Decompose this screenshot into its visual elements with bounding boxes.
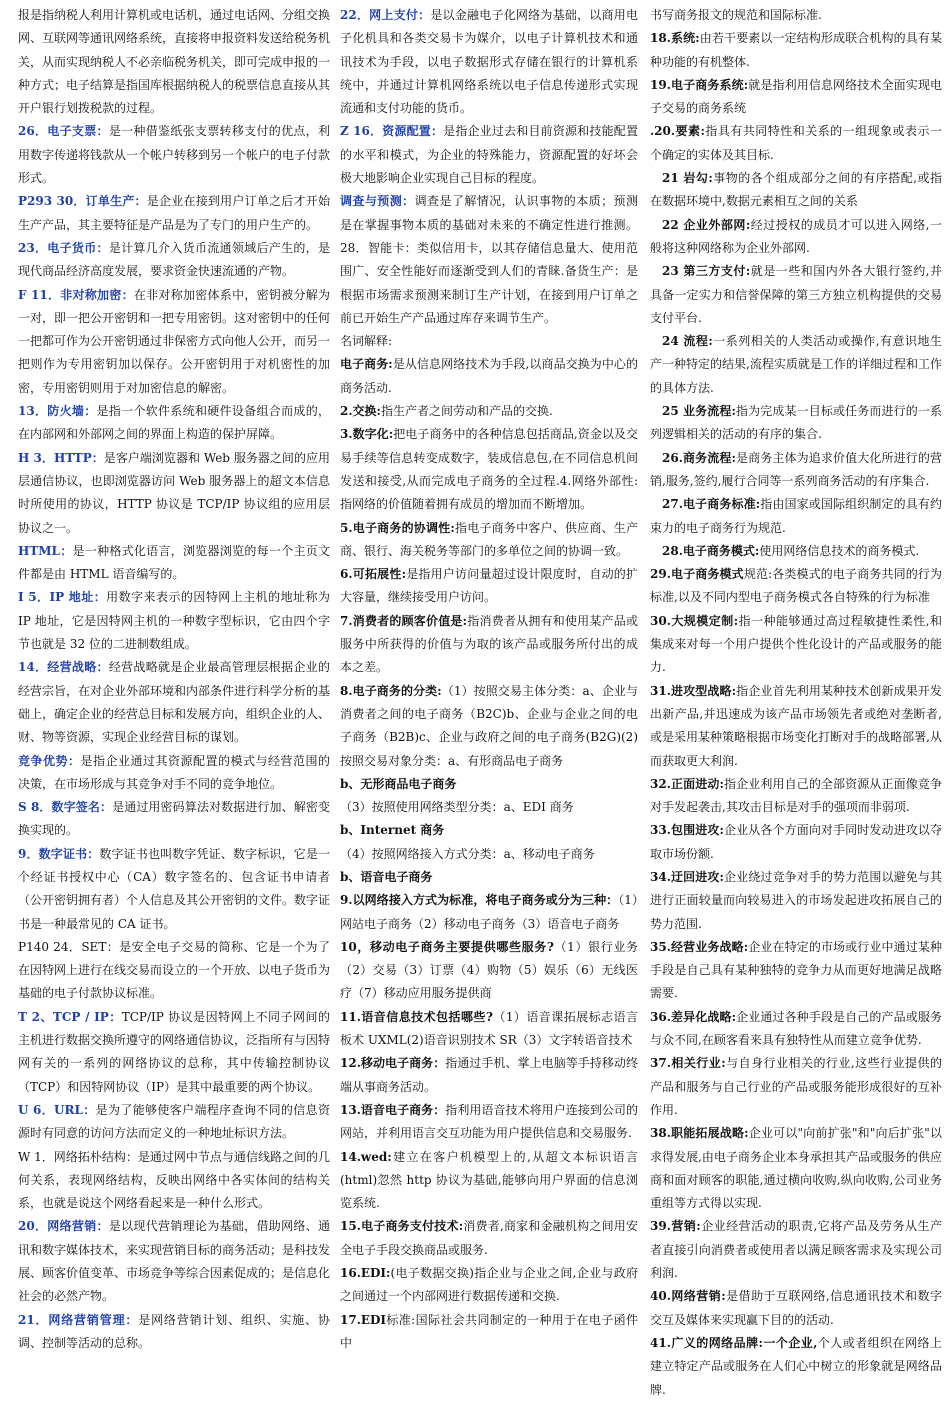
glossary-entry	[650, 1285, 942, 1332]
glossary-entry	[18, 400, 330, 447]
entry-text: 是网络营销计划、组织、实施、协调、控制等活动的总称。	[18, 1312, 330, 1350]
glossary-entry	[18, 1146, 330, 1216]
entry-text: 是一种格式化语言，浏览器浏览的每一个主页文件都是由 HTML 语音编写的。	[18, 543, 330, 582]
column-left	[18, 4, 331, 1350]
entry-text: 是指一个软件系统和硬件设备组合而成的，在内部网和外部网之间的界面上构造的保护屏障。	[18, 404, 330, 442]
entry-term: 22 企业外部网:	[662, 217, 751, 232]
glossary-entry	[18, 4, 330, 120]
entry-text: （1）银行业务（2）交易（3）订票（4）购物（5）娱乐（6）无线医疗（7）移动应用服务提供商	[340, 939, 638, 1001]
entry-term: 6.可拓展性:	[340, 567, 407, 582]
glossary-entry	[650, 27, 942, 74]
entry-term: 2.交换:	[340, 404, 381, 419]
entry-term: 18.系统:	[650, 31, 700, 46]
entry-text: 与自身行业相关的行业,这些行业提供的产品和服务与自己行业的产品或服务能形成很好的互补作用.	[650, 1056, 942, 1117]
entry-text: W 1．网络拓朴结构：是通过网中节点与通信线路之间的几何关系，表现网络结构，反映出网络中各实体间的结构关系，也就是说这个网络看起来是一种什么形式。	[18, 1149, 330, 1211]
entry-term: 5.电子商务的协调性:	[340, 520, 455, 535]
entry-text: 事物的各个组成部分之间的有序搭配,或指在数据环境中,数据元素相互之间的关系	[650, 171, 942, 209]
entry-term: 11.语音信息技术包括哪些?	[340, 1009, 493, 1024]
entry-term: 39.营销:	[650, 1219, 701, 1234]
entry-text: 是指企业过去和目前资源和技能配置的水平和模式，为企业的特殊能力，资源配置的好坏会极大地影响企业实现自己目标的程度。	[340, 124, 638, 186]
entry-term: 38.职能拓展战略:	[650, 1126, 749, 1141]
entry-text: 规范:各类模式的电子商务共同的行为标准,以及不同内型电子商务模式各自特殊的行为标准	[650, 567, 942, 605]
glossary-entry	[18, 120, 330, 190]
entry-text: 由若干要素以一定结构形成联合机构的具有某种功能的有机整体.	[650, 31, 942, 69]
column-right	[650, 4, 942, 1397]
glossary-entry	[650, 540, 942, 563]
entry-term: 26.商务流程:	[662, 450, 736, 465]
entry-term: 19.电子商务系统:	[650, 77, 749, 92]
entry-term: 7.消费者的顾客价值是:	[340, 613, 468, 628]
glossary-entry	[340, 120, 638, 190]
entry-text: 消费者,商家和金融机构之间用安全电子手段交换商品或服务.	[340, 1219, 638, 1257]
entry-term: 14.wed:	[340, 1149, 392, 1164]
glossary-entry	[18, 190, 330, 237]
entry-text: 报是指纳税人利用计算机或电话机，通过电话网、分组交换网、互联网等通讯网络系统，直接将申报资料发送给税务机关，从而实现纳税人不必亲临税务机关，即可完成申报的一种方式；电子结算是指国库根据纳税人的税票信息直接从其开户银行划拨税款的过程。	[18, 8, 331, 116]
glossary-entry	[650, 4, 942, 27]
entry-text: 是一种借鉴纸张支票转移支付的优点，利用数字传递将钱款从一个帐户转移到另一个帐户的电子付款形式。	[18, 124, 331, 186]
entry-text: 指由国家或国际组织制定的具有约束力的电子商务行为规范.	[650, 497, 942, 535]
entry-text: TCP/IP 协议是因特网上不同子网间的主机进行数据交换所遵守的网络通信协议，泛指所有与因特网有关的一系列的网络协议的总称，其中传输控制协议（TCP）和因特网协议（IP）是其中最重要的两个协议。	[18, 1009, 331, 1094]
glossary-entry	[650, 1332, 942, 1402]
entry-term: 17.EDI	[340, 1312, 387, 1327]
glossary-entry	[18, 656, 330, 749]
entry-term: b、Internet 商务	[340, 823, 445, 838]
entry-term: b、无形商品电子商务	[340, 776, 457, 791]
entry-text: 使用网络信息技术的商务模式.	[759, 543, 920, 558]
glossary-entry	[18, 1099, 330, 1146]
entry-term: P293 30．订单生产：	[18, 194, 147, 209]
glossary-entry	[340, 1146, 638, 1216]
entry-text: （1）按照交易主体分类：a、企业与消费者之间的电子商务（B2C)b、企业与企业之间的电子商务（B2B)c、企业与政府之间的电子商务(B2G)(2)按照交易对象分类：a、有形商品电子商务	[340, 683, 638, 768]
entry-term: 28.电子商务模式:	[662, 543, 760, 558]
glossary-entry	[340, 1215, 638, 1262]
entry-text: 是指用户访问量超过设计限度时，自动的扩大容量，继续接受用户访问。	[340, 567, 638, 605]
entry-text: 企业绕过竞争对手的势力范围以避免与其进行正面较量而向较易进入的市场发起进攻拓展自己的势力范围.	[650, 869, 942, 931]
entry-text: 指具有共同特性和关系的一组现象或表示一个确定的实体及其目标.	[650, 124, 942, 162]
entry-text: 企业在特定的市场或行业中通过某种手段是自己具有某种独特的竞争力从而更好地满足战略需要.	[650, 939, 942, 1001]
glossary-entry	[650, 866, 942, 936]
entry-term: 23．电子货币：	[18, 240, 109, 255]
glossary-entry	[18, 284, 330, 400]
entry-term: 3.数字化:	[340, 427, 394, 442]
entry-term: 16.EDI:	[340, 1266, 391, 1281]
entry-text: 是借助于互联网络,信息通讯技术和数字交互及媒体来实现赢下目的的活动.	[650, 1289, 942, 1327]
glossary-entry	[650, 1052, 942, 1122]
entry-term: 23 第三方支付:	[662, 264, 751, 279]
glossary-entry	[18, 447, 330, 540]
entry-term: Z 16．资源配置：	[340, 124, 444, 139]
entry-term: 30.大规模定制:	[650, 613, 739, 628]
entry-term: 34.迂回进攻:	[650, 869, 724, 884]
entry-text: 是客户端浏览器和 Web 服务器之间的应用层通信协议，也即浏览器访问 Web 服务器上的超文本信息时所使用的协议，HTTP 协议是 TCP/IP 协议组的应用层协议之一。	[18, 450, 330, 535]
entry-text: 指利用语音技术将用户连接到公司的网站，并利用语言交互功能为用户提供信息和交易服务.	[340, 1102, 638, 1141]
entry-term: 13．防火墙：	[18, 404, 97, 419]
glossary-entry	[340, 1262, 638, 1309]
entry-term: b、语音电子商务	[340, 869, 433, 884]
glossary-entry	[650, 167, 942, 214]
glossary-entry	[340, 423, 638, 516]
entry-text: 一系列相关的人类活动或操作,有意识地生产一种特定的结果,流程实质就是工作的详细过程和工作的具体方法.	[650, 334, 942, 395]
entry-term: 35.经营业务战略:	[650, 939, 749, 954]
glossary-entry	[340, 1099, 638, 1146]
entry-term: 9．数字证书：	[18, 846, 100, 861]
entry-term: 22．网上支付：	[340, 8, 431, 22]
glossary-entry	[650, 260, 942, 330]
entry-term: 12.移动电子商务：	[340, 1056, 446, 1071]
entry-term: 15.电子商务支付技术:	[340, 1219, 464, 1234]
glossary-entry	[18, 1006, 330, 1099]
glossary-entry	[650, 447, 942, 494]
glossary-entry	[340, 330, 638, 353]
entry-text: (电子数据交换)指企业与企业之间,企业与政府之间通过一个内部网进行数据传递和交换.	[340, 1266, 638, 1304]
entry-text: 书写商务报文的规范和国际标准.	[650, 8, 822, 22]
entry-term: I 5．IP 地址：	[18, 590, 107, 605]
entry-term: 8.电子商务的分类:	[340, 683, 442, 698]
entry-text: 是为了能够使客户端程序查询不同的信息资源时有同意的访问方法而定义的一种地址标识方法。	[18, 1102, 330, 1141]
glossary-entry	[650, 1122, 942, 1215]
glossary-entry	[340, 1309, 638, 1356]
entry-term: S 8．数字签名：	[18, 800, 113, 815]
entry-text: 用数字来表示的因特网上主机的地址称为 IP 地址，它是因特网主机的一种数字型标识，它由四个字节也就是 32 位的二进制数组成。	[18, 590, 330, 652]
glossary-entry	[18, 843, 330, 936]
glossary-entry	[18, 540, 330, 587]
entry-term: 14．经营战略：	[18, 660, 109, 675]
glossary-entry	[340, 353, 638, 400]
entry-term: 21 岩勾:	[662, 171, 713, 186]
entry-text: P140 24．SET：是安全电子交易的简称、它是一个为了在因特网上进行在线交易而设立的一个开放、以电子货币为基础的电子付款协议标准。	[18, 939, 331, 1001]
entry-text: 企业通过各种手段是自己的产品或服务与众不同,在顾客看来具有独特性从而建立竞争优势.	[650, 1009, 942, 1048]
entry-term: .20.要素:	[650, 124, 705, 139]
entry-text: 名词解释:	[340, 334, 393, 349]
entry-text: 是指企业通过其资源配置的模式与经营范围的决策，在市场形成与其竞争对手不同的竞争地位。	[18, 753, 330, 791]
glossary-entry	[340, 563, 638, 610]
glossary-entry	[650, 773, 942, 820]
entry-text: 指生产者之间劳动和产品的交换.	[380, 404, 553, 419]
entry-text: 个人或者组织在网络上建立特定产品或服务在人们心中树立的形象就是网络品牌.	[650, 1335, 942, 1397]
entry-text: 是企业在接到用户订单之后才开始生产产品，其主要特征是产品是为了专门的用户生产的。	[18, 194, 330, 232]
entry-term: 电子商务:	[340, 357, 393, 372]
entry-text: （1）语音课拓展标志语言板术 UXML(2)语音识别技术 SR（3）文字转语音技术	[340, 1009, 638, 1048]
entry-text: 是商务主体为追求价值大化所进行的营销,服务,签约,履行合同等一系列商务活动的有序集合.	[650, 450, 942, 488]
entry-term: 33.包围进攻:	[650, 823, 724, 838]
entry-term: 21．网络营销管理：	[18, 1312, 139, 1327]
glossary-entry	[18, 237, 330, 284]
entry-text: 经过授权的成员才可以进入网络,一般将这种网络称为企业外部网.	[650, 217, 942, 255]
entry-text: 指企业首先利用某种技术创新成果开发出新产品,并迅速成为该产品市场领先者或绝对垄断者,或是采用某种策略根据市场变化打断对手的战略部署,从而获取更大利润.	[650, 683, 942, 768]
entry-text: 指为完成某一目标或任务而进行的一系列逻辑相关的活动的有序的集合.	[650, 404, 942, 442]
entry-term: 20．网络营销：	[18, 1219, 109, 1234]
glossary-entry	[340, 1006, 638, 1053]
entry-term: 41.广义的网络品牌:一个企业,	[650, 1335, 818, 1350]
glossary-entry	[340, 4, 638, 120]
glossary-entry	[18, 1309, 330, 1356]
entry-term: 31.进攻型战略:	[650, 683, 737, 698]
entry-text: 指消费者从拥有和使用某产品或服务中所获得的价值与为取的该产品或服务所付出的成本之差。	[340, 613, 638, 675]
glossary-entry	[340, 796, 638, 819]
glossary-entry	[650, 563, 942, 610]
entry-text: 指企业利用自己的全部资源从正面像竞争对手发起袭击,其攻击目标是对手的强项而非弱项.	[650, 776, 942, 815]
entry-text: 把电子商务中的各种信息包括商品,资金以及交易手续等信息转变成数字，装成信息包,在不同信息机间发送和接受,从而完成电子商务的全过程.4.网络外部性:指网络的价值随着拥有成员的增加而不断增加。	[340, 427, 638, 512]
entry-term: 调查与预测：	[340, 194, 415, 209]
entry-term: 13.语音电子商务：	[340, 1102, 446, 1117]
entry-term: 26．电子支票：	[18, 124, 109, 139]
entry-text: 是通过用密码算法对数据进行加、解密变换实现的。	[18, 800, 330, 838]
glossary-entry	[650, 493, 942, 540]
entry-text: （1）网站电子商务（2）移动电子商务（3）语音电子商务	[340, 893, 639, 931]
entry-term: 9.以网络接入方式为标准，将电子商务或分为三种：	[340, 893, 619, 908]
entry-text: 企业从各个方面向对手同时发动进攻以夺取市场份额.	[650, 823, 942, 861]
glossary-entry	[650, 120, 942, 167]
entry-term: 竞争优势：	[18, 753, 81, 768]
glossary-entry	[18, 586, 330, 656]
glossary-entry	[340, 680, 638, 773]
entry-text: 数字证书也叫数字凭证、数字标识，它是一个经证书授权中心（CA）数字签名的、包含证书申请者（公开密钥拥有者）个人信息及其公开密钥的文件。数字证书是一种最常见的 CA 证书。	[18, 846, 331, 931]
glossary-entry	[340, 610, 638, 680]
entry-text: （4）按照网络接入方式分类：a、移动电子商务	[340, 846, 595, 861]
entry-text: 标准:国际社会共同制定的一种用于在电子函件中	[340, 1312, 638, 1350]
entry-term: 29.电子商务模式	[650, 567, 744, 582]
entry-text: 指电子商务中客户、供应商、生产商、银行、海关税务等部门的多单位之间的协调一致。	[340, 520, 638, 558]
entry-term: 10，移动电子商务主要提供哪些服务?	[340, 939, 554, 954]
glossary-entry	[18, 1215, 330, 1308]
column-middle	[340, 4, 639, 1350]
entry-text: 建立在客户机模型上的,从超文本标识语言(html)忽然 http 协议为基础,能够向用户界面的信息浏览系统.	[340, 1149, 638, 1211]
entry-text: 是计算几介入货币流通领域后产生的，是现代商品经济高度发展，要求资金快速流通的产物。	[18, 240, 330, 279]
entry-text: 经营战略就是企业最高管理层根据企业的经营宗旨，在对企业外部环境和内部条件进行科学分析的基础上，确定企业的经营总目标和发展方向，组织企业的人、财、物等资源，实现企业经营目标的谋划。	[18, 660, 331, 745]
glossary-entry	[340, 517, 638, 564]
glossary-entry	[18, 936, 330, 1006]
glossary-entry	[340, 1052, 638, 1099]
entry-term: 32.正面进动:	[650, 776, 724, 791]
entry-term: 40.网络营销:	[650, 1289, 726, 1304]
entry-text: 企业经营活动的职责,它将产品及劳务从生产者直接引向消费者或使用者以满足顾客需求及实现公司利润.	[650, 1219, 942, 1281]
entry-text: 指一种能够通过高过程敏捷性柔性,和集成来对每一个用户提供个性化设计的产品或服务的能力.	[650, 613, 942, 675]
entry-term: T 2、TCP / IP：	[18, 1009, 122, 1024]
glossary-entry	[650, 1006, 942, 1053]
entry-text: 是从信息网络技术为手段,以商品交换为中心的商务活动.	[340, 357, 638, 395]
glossary-entry	[650, 610, 942, 680]
entry-term: U 6．URL：	[18, 1102, 96, 1117]
glossary-entry	[650, 936, 942, 1006]
entry-text: 企业可以"向前扩张"和"向后扩张"以求得发展,由电子商务企业本身承担其产品或服务的供应商和面对顾客的职能,通过横向收购,纵向收购,公司业务重组等方式得以实现.	[650, 1126, 942, 1211]
entry-term: HTML：	[18, 543, 73, 558]
glossary-entry	[650, 74, 942, 121]
glossary-entry	[650, 819, 942, 866]
glossary-entry	[340, 889, 638, 936]
glossary-entry	[18, 750, 330, 797]
entry-term: 25 业务流程:	[662, 404, 736, 419]
glossary-entry	[650, 214, 942, 261]
glossary-entry	[340, 866, 638, 889]
glossary-entry	[340, 400, 638, 423]
entry-text: （3）按照使用网络类型分类：a、EDI 商务	[340, 800, 574, 815]
entry-text: 是以金融电子化网络为基础，以商用电子化机具和各类交易卡为媒介，以电子计算机技术和通讯技术为手段，以电子数据形式存储在银行的计算机系统中，并通过计算机网络系统以电子信息传递形式实现流通和支付功能的货币。	[340, 8, 638, 116]
glossary-entry	[340, 843, 638, 866]
entry-term: F 11．非对称加密：	[18, 287, 134, 302]
entry-text: 在非对称加密体系中，密钥被分解为一对，即一把公开密钥和一把专用密钥。这对密钥中的任何一把都可作为公开密钥通过非保密方式向他人公开，而另一把则作为专用密钥加以保存。公开密钥用于对机密性的加密，专用密钥则用于对加密信息的解密。	[18, 287, 331, 395]
entry-term: H 3．HTTP：	[18, 450, 104, 465]
glossary-entry	[650, 680, 942, 773]
glossary-entry	[340, 819, 638, 842]
entry-text: 是以现代营销理论为基础，借助网络、通讯和数字媒体技术，来实现营销目标的商务活动；是科技发展、顾客价值变革、市场竞争等综合因素促成的；是信息化社会的必然产物。	[18, 1219, 331, 1304]
entry-term: 27.电子商务标准:	[662, 497, 761, 512]
glossary-entry	[650, 400, 942, 447]
entry-text: 指通过手机、掌上电脑等手持移动终端从事商务活动。	[340, 1056, 638, 1094]
entry-term: 24 流程:	[662, 334, 713, 349]
entry-text: 就是指利用信息网络技术全面实现电子交易的商务系统	[650, 77, 942, 116]
entry-term: 36.差异化战略:	[650, 1009, 737, 1024]
glossary-entry	[650, 1215, 942, 1285]
entry-text: 调查是了解情况，认识事物的本质；预测是在掌握事物本质的基础对未来的不确定性进行推测。28．智能卡：类似信用卡，以其存储信息量大、使用范围广、安全性能好而逐渐受到人们的青睐.备货生产：是根据市场需求预测来制订生产计划，在接到用户订单之前已开始生产产品通过库存来调节生产。	[340, 194, 638, 325]
glossary-entry	[340, 773, 638, 796]
glossary-entry	[18, 796, 330, 843]
glossary-entry	[340, 190, 638, 330]
entry-term: 37.相关行业:	[650, 1056, 726, 1071]
glossary-entry	[340, 936, 638, 1006]
entry-text: 就是一些和国内外各大银行签约,并具备一定实力和信誉保障的第三方独立机构提供的交易支付平台.	[650, 264, 942, 325]
glossary-entry	[650, 330, 942, 400]
